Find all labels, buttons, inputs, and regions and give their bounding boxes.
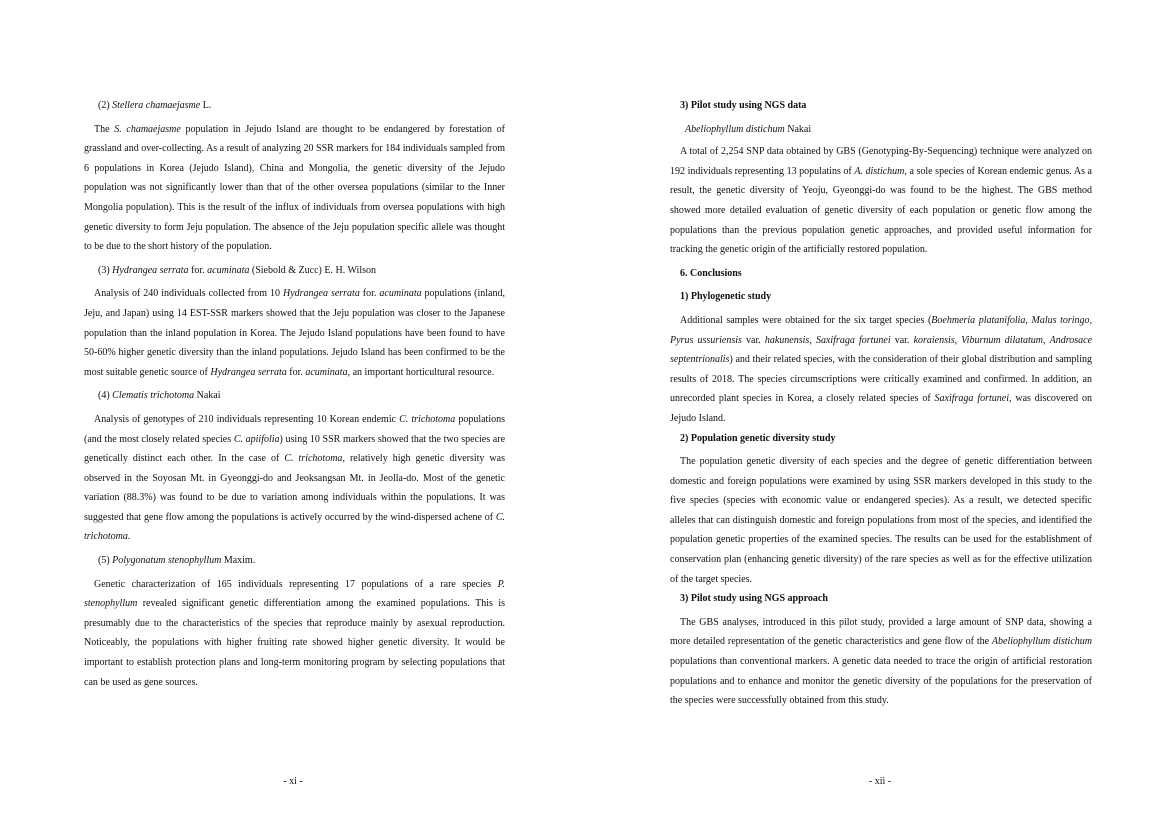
paragraph-clematis	[84, 410, 505, 547]
italic-text-run: acuminata	[207, 264, 250, 276]
text-run: A total of 2,254 SNP data obtained by GBS (Genotyping-By-Sequencing) technique were analyzed on 192 individuals representing 13 populatins of	[670, 146, 1092, 177]
left-page-body	[84, 96, 505, 692]
italic-text-run: Pyrus ussuriensis	[670, 334, 742, 346]
section-heading-conclusions: 6. Conclusions	[680, 267, 742, 279]
text-run: populations (inland, Jeju, and Japan) using 14 EST-SSR markers showed that the Jeju population was closer to the Japanese population than the inland population in Korea. The Jejudo Island populations have been found to have 50-60% higher genetic diversity than the inland populations. Jejudo Island has been confirmed to be the most suitable genetic source of	[84, 288, 505, 378]
text-run: The GBS analyses, introduced in this pilot study, provided a large amount of SNP data, showing a more detailed representation of the genetic characteristics and gene flow of the	[670, 616, 1092, 648]
italic-text-run: S. chamaejasme	[114, 123, 181, 135]
text-run: , was discovered on Jejudo Island.	[670, 393, 1092, 424]
right-page-body	[670, 96, 1092, 711]
section-heading-hydrangea	[84, 261, 505, 281]
text-run: population in Jejudo Island are thought to be endangered by forestation of grassland and over-collecting. As a result of analyzing 20 SSR markers for 184 individuals sampled from 6 populations in Korea (Jejudo Island), China and Mongolia, the genetic diversity of the Jejudo population was not significantly lower than that of the other oversea populations (similar to the Inner Mongolia population). This is the result of the influx of individuals from oversea populations with high genetic diversity to form Jeju population. The absence of the Jeju population specific allele was thought to be due to the short history of the population.	[84, 123, 505, 253]
paragraph-pilot-ngs-data	[670, 142, 1092, 260]
text-run: populations than conventional markers. A genetic data needed to trace the origin of artificial restoration populations and to enhance and monitor the genetic diversity of the populations for the preservation of the species were successfully obtained from this study.	[670, 656, 1092, 707]
text-run: revealed significant genetic differentiation among the examined populations. This is presumably due to the characteristics of the species that reproduce mainly by asexual reproduction. Noticeably, the populations with higher fruiting rate showed higher genetic diversity. It would be important to establish protection plans and long-term monitoring program by selecting populations that can be used as gene sources.	[84, 598, 505, 688]
italic-text-run: Saxifraga fortunei	[934, 393, 1009, 405]
italic-text-run: hakunensis	[764, 334, 810, 346]
text-run: populations (and the most closely related species	[84, 413, 506, 445]
section-heading-pilot-ngs-approach: 3) Pilot study using NGS approach	[680, 593, 828, 605]
italic-text-run: Hydrangea serrata	[283, 288, 360, 300]
text-run: Maxim.	[221, 555, 256, 567]
text-run: Genetic characterization of 165 individuals representing 17 populations of a rare species	[94, 578, 498, 590]
text-run: Analysis of 240 individuals collected from 10	[94, 288, 283, 300]
paragraph-hydrangea	[84, 284, 505, 382]
text-run: for.	[188, 264, 208, 276]
paragraph-phylogenetic	[670, 311, 1092, 429]
italic-text-run: Stellera chamaejasme	[112, 100, 201, 111]
italic-text-run: Androsace septentrionalis	[670, 334, 1093, 366]
italic-text-run: C. apiifolia	[233, 433, 280, 445]
paragraph-stellera	[84, 120, 505, 257]
italic-text-run: Malus toringo	[1031, 314, 1090, 326]
left-page	[0, 0, 586, 830]
italic-text-run: Clematis trichotoma	[112, 390, 195, 402]
page-number-right: - xii -	[868, 776, 892, 787]
italic-text-run: Viburnum dilatatum	[961, 334, 1044, 346]
italic-text-run: P. stenophyllum	[84, 578, 505, 610]
italic-text-run: C. trichotoma	[399, 413, 456, 425]
text-run: L.	[200, 100, 212, 111]
text-run: ,	[1043, 334, 1050, 346]
section-heading-clematis	[84, 386, 505, 406]
section-heading-population-genetic: 2) Population genetic diversity study	[680, 432, 836, 444]
text-run: var.	[741, 334, 765, 346]
section-heading-pilot-ngs-data: 3) Pilot study using NGS data	[680, 100, 807, 111]
section-heading-phylogenetic: 1) Phylogenetic study	[680, 291, 772, 303]
text-run: var.	[890, 334, 914, 346]
text-run: (5)	[98, 555, 113, 567]
page-number-left: - xi -	[283, 776, 303, 787]
section-heading-polygonatum	[84, 551, 505, 571]
italic-text-run: C. trichotoma	[84, 511, 505, 543]
text-run: ,	[1089, 314, 1093, 326]
text-run: Additional samples were obtained for the six target species (	[680, 314, 932, 326]
text-run: (4)	[98, 390, 113, 402]
italic-text-run: Boehmeria platanifolia	[931, 314, 1026, 326]
paragraph-polygonatum	[84, 575, 505, 693]
species-line-abeliophyllum	[670, 120, 1092, 140]
text-run: ) using 10 SSR markers showed that the two species are genetically distinct each other. In the case of	[84, 433, 506, 465]
text-run: ,	[954, 334, 962, 346]
paragraph-population-genetic	[670, 452, 1092, 589]
text-run: ,	[809, 334, 816, 346]
text-run: The population genetic diversity of each species and the degree of genetic differentiation between domestic and foreign populations were examined by using SSR markers developed in this study to the five species (species with economic value or endangered species). As a result, we detected specific alleles that can distinguish domestic and foreign populations from most of the species, and identified the population genetic properties of the examined species. The results can be used for the establishment of conservation plan (enhancing genetic diversity) of the rare species as well as for the effective utilization of the target species.	[670, 456, 1092, 585]
italic-text-run: Saxifraga fortunei	[815, 334, 891, 346]
italic-text-run: acuminata	[305, 366, 348, 378]
species-authority: Nakai	[784, 123, 812, 135]
italic-text-run: koraiensis	[913, 334, 955, 346]
italic-text-run: C. trichotoma	[284, 453, 343, 465]
text-run: Analysis of genotypes of 210 individuals representing 10 Korean endemic	[94, 413, 400, 425]
text-run: Nakai	[194, 390, 221, 402]
text-run: (2)	[98, 100, 113, 111]
text-run: , relatively high genetic diversity was observed in the Soyosan Mt. in Gyeonggi-do and Jeoksangsan Mt. in Jeolla-do. Most of the genetic variation (88.3%) was found to be due to variation among individuals within the populations. It was suggested that gene flow among the populations is actively occurred by the wind-dispersed achene of	[84, 453, 505, 523]
text-run: ) and their related species, with the consideration of their global distribution and sampling results of 2018. The species circumscriptions were critically examined and confirmed. In addition, an unrecorded plant species in Korea, a closely related species of	[670, 354, 1092, 405]
section-heading-stellera	[84, 96, 505, 116]
text-run: for.	[359, 288, 380, 300]
species-name: Abeliophyllum distichum	[685, 123, 785, 135]
text-run: .	[127, 531, 131, 543]
italic-text-run: A. distichum	[854, 165, 905, 177]
paragraph-pilot-ngs-approach	[670, 613, 1092, 711]
italic-text-run: Hydrangea serrata	[112, 264, 189, 276]
text-run: for.	[286, 366, 306, 378]
text-run: The	[94, 123, 115, 135]
text-run: , a sole species of Korean endemic genus. As a result, the genetic diversity of Yeoju, Gyeonggi-do was found to be the highest. The GBS method showed more detailed evaluation of genetic diversity of each population or genetic flow among the populations than the previous population genetic approaches, and provided useful information for tracking the genetic origin of the artificially restored population.	[670, 165, 1092, 256]
italic-text-run: acuminata	[379, 288, 422, 300]
italic-text-run: Polygonatum stenophyllum	[112, 555, 222, 567]
text-run: , an important horticultural resource.	[347, 366, 495, 378]
text-run: (Siebold & Zucc) E. H. Wilson	[249, 264, 377, 276]
italic-text-run: Abeliophyllum distichum	[991, 636, 1092, 648]
text-run: ,	[1025, 314, 1032, 326]
text-run: (3)	[98, 264, 113, 276]
italic-text-run: Hydrangea serrata	[210, 366, 287, 378]
right-page	[587, 0, 1173, 830]
